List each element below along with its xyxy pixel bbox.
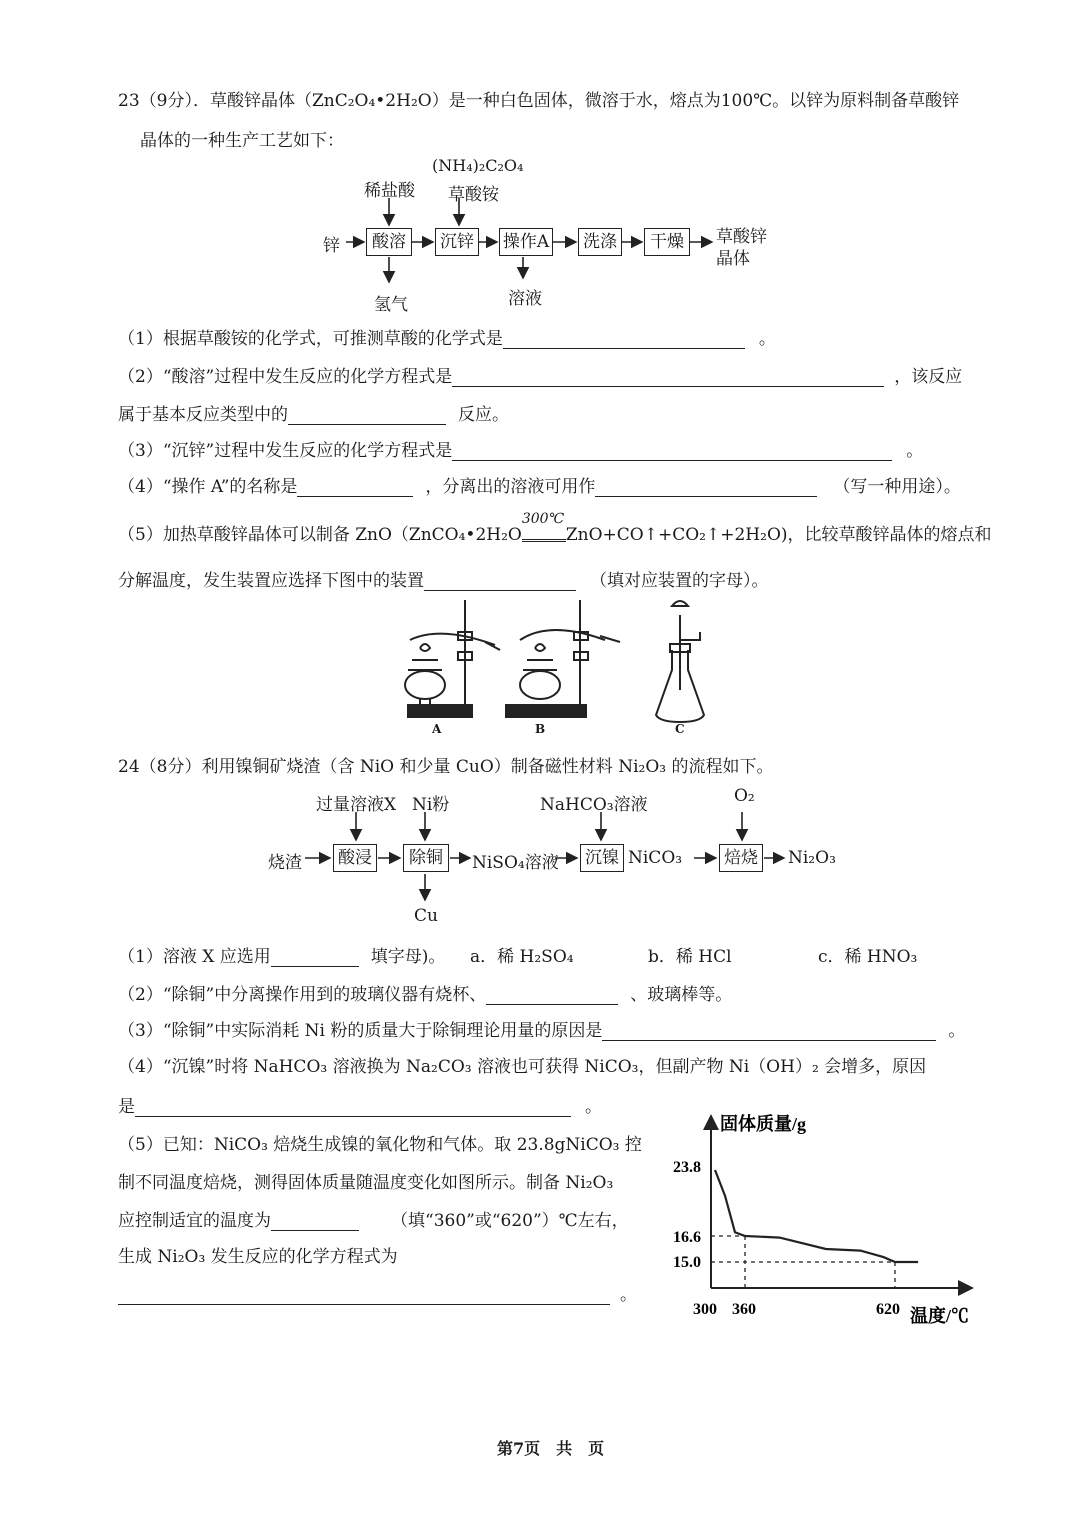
q24-mid-niso4: NiSO₄溶液 [472,853,559,873]
q23-input-acid: 稀盐酸 [364,181,415,201]
q24-1-option-c: c．稀 HNO₃ [818,947,918,967]
q23-output-solution: 溶液 [508,289,542,309]
apparatus-label-c: C [675,722,685,736]
q24-mid-nico3: NiCO₃ [628,848,683,868]
mass-temperature-chart [673,1113,972,1326]
chart-y-label: 固体质量/g [720,1114,807,1134]
q23-5: （5）加热草酸锌晶体可以制备 ZnO（ZnCO₄•2H₂O 300℃ ZnO+CO↑+CO₂↑+2H₂O)，比较草酸锌晶体的熔点和 [118,511,992,545]
q23-output-hydrogen: 氢气 [374,295,408,315]
q24-5d: 生成 Ni₂O₃ 发生反应的化学方程式为 [118,1247,398,1267]
q24-4b-blank[interactable] [135,1098,571,1117]
q23-5b: 分解温度，发生装置应选择下图中的装置 （填对应装置的字母）。 [118,571,769,591]
q24-1: （1）溶液 X 应选用 填字母)。 [118,947,446,967]
q24-end: Ni₂O₃ [788,848,836,868]
q24-5b: 制不同温度焙烧，测得固体质量随温度变化如图所示。制备 Ni₂O₃ [118,1173,614,1193]
q23-5-condition: 300℃ [522,529,566,542]
chart-x-label: 温度/℃ [910,1306,970,1326]
q24-5c: 应控制适宜的温度为 （填“360”或“620”）℃左右， [118,1211,629,1231]
x-tick-620: 620 [876,1301,900,1318]
q24-5e: 。 [118,1280,637,1305]
q23-box-dry: 干燥 [644,228,690,256]
q23-end-2: 晶体 [716,249,750,269]
q24-box-roast: 焙烧 [719,844,763,872]
q24-5a: （5）已知：NiCO₃ 焙烧生成镍的氧化物和气体。取 23.8gNiCO₃ 控 [118,1135,642,1155]
q23-box-wash: 洗涤 [578,228,622,256]
y-tick-23.8: 23.8 [673,1159,701,1176]
apparatus-label-b: B [535,722,546,736]
apparatus-label-a: A [432,722,442,736]
q23-input-formula: (NH₄)₂C₂O₄ [432,156,524,175]
q24-4b: 是 。 [118,1097,602,1117]
q23-box-operation-a: 操作A [499,228,553,256]
q24-input-ni: Ni粉 [412,795,450,815]
y-tick-16.6: 16.6 [673,1229,701,1246]
x-tick-360: 360 [732,1301,756,1318]
q24-box-leach: 酸浸 [333,844,377,872]
q23-5b-blank[interactable] [424,572,576,591]
q23-start: 锌 [323,236,340,256]
q23-2-blank[interactable] [452,368,884,387]
mass-curve [715,1170,918,1262]
apparatus-A-drawing [405,600,500,717]
page-footer: 第7页 共 页 [497,1439,605,1458]
q24-3: （3）“除铜”中实际消耗 Ni 粉的质量大于除铜理论用量的原因是 。 [118,1021,966,1041]
q23-2: （2）“酸溶”过程中发生反应的化学方程式是 ，该反应 [118,367,963,387]
q24-box-precipitate-ni: 沉镍 [580,844,624,872]
q24-2: （2）“除铜”中分离操作用到的玻璃仪器有烧杯、 、玻璃棒等。 [118,985,733,1005]
q24-heading: 24（8分）利用镍铜矿烧渣（含 NiO 和少量 CuO）制备磁性材料 Ni₂O₃ 的流程如下。 [118,757,774,777]
q23-heading: 23（9分）．草酸锌晶体（ZnC₂O₄•2H₂O）是一种白色固体，微溶于水，熔点为100℃。以锌为原料制备草酸锌 [118,91,960,111]
q23-heading-cont: 晶体的一种生产工艺如下： [140,131,344,151]
y-tick-15.0: 15.0 [673,1254,701,1271]
q24-input-x: 过量溶液X [316,795,397,815]
q23-1: （1）根据草酸铵的化学式，可推测草酸的化学式是 。 [118,329,776,349]
q23-4-blank-b[interactable] [595,478,817,497]
q24-input-nahco3: NaHCO₃溶液 [540,795,648,815]
q23-3: （3）“沉锌”过程中发生反应的化学方程式是 。 [118,441,924,461]
q23-box-precipitate: 沉锌 [435,228,479,256]
q24-4: （4）“沉镍”时将 NaHCO₃ 溶液换为 Na₂CO₃ 溶液也可获得 NiCO₃，但副产物 Ni（OH）₂ 会增多，原因 [118,1057,927,1077]
q24-5e-blank[interactable] [118,1286,610,1305]
q24-1-option-a: a．稀 H₂SO₄ [470,947,574,967]
apparatus-C-drawing [656,601,704,722]
q23-box-dissolve: 酸溶 [366,228,412,256]
q23-4-blank-a[interactable] [297,478,413,497]
q24-1-option-b: b．稀 HCl [648,947,732,967]
q24-5c-blank[interactable] [271,1212,359,1231]
q23-4: （4）“操作 A”的名称是 ，分离出的溶液可用作 （写一种用途）。 [118,477,961,497]
q23-2b-blank[interactable] [288,406,446,425]
q24-2-blank[interactable] [486,986,618,1005]
q24-output-cu: Cu [414,906,438,926]
q23-3-blank[interactable] [452,442,892,461]
q23-2b: 属于基本反应类型中的 反应。 [118,405,509,425]
apparatus-B-drawing [506,600,620,717]
x-tick-300: 300 [693,1301,717,1318]
q24-1-blank[interactable] [271,948,359,967]
q24-input-o2: O₂ [734,786,755,806]
q24-3-blank[interactable] [602,1022,936,1041]
q23-end-1: 草酸锌 [716,227,767,247]
q23-1-blank[interactable] [503,330,745,349]
q23-input-oxalate: 草酸铵 [448,185,499,205]
q24-box-remove-cu: 除铜 [403,844,449,872]
q24-start: 烧渣 [268,853,302,873]
